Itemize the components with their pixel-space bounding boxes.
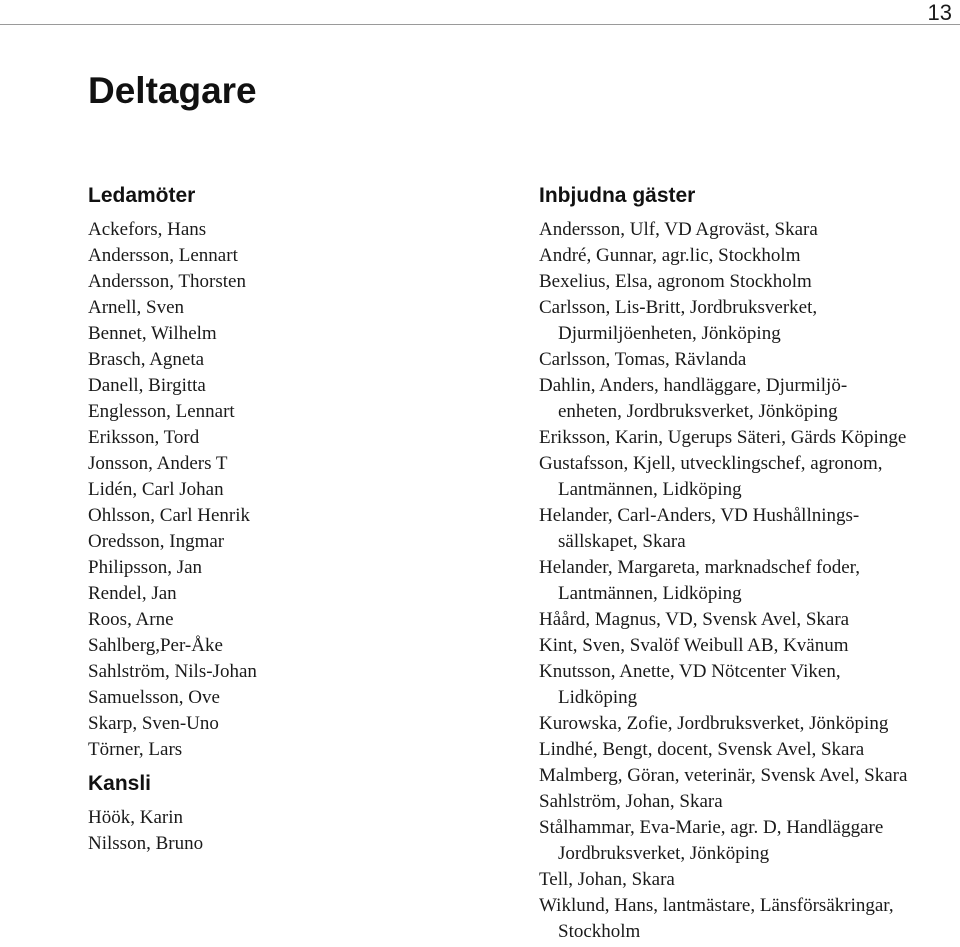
guest-line: Kurowska, Zofie, Jordbruksverket, Jönköping	[539, 713, 889, 734]
list-item: Arnell, Sven	[88, 297, 185, 318]
guest-entry	[539, 789, 959, 815]
list-item: Brasch, Agneta	[88, 349, 205, 370]
guest-entry	[539, 503, 959, 555]
guest-line: Eriksson, Karin, Ugerups Säteri, Gärds Köpinge	[539, 427, 907, 448]
list-item: Oredsson, Ingmar	[88, 531, 225, 552]
guest-line: Håård, Magnus, VD, Svensk Avel, Skara	[539, 609, 850, 630]
guest-line-continued: Lantmännen, Lidköping	[558, 479, 742, 500]
guest-line: Lindhé, Bengt, docent, Svensk Avel, Skara	[539, 739, 865, 760]
guest-line-continued: Jordbruksverket, Jönköping	[558, 843, 770, 864]
guest-line: André, Gunnar, agr.lic, Stockholm	[539, 245, 801, 266]
guest-entry	[539, 633, 959, 659]
guest-line: Kint, Sven, Svalöf Weibull AB, Kvänum	[539, 635, 849, 656]
list-item: Sahlberg,Per-Åke	[88, 635, 223, 656]
right-column	[539, 183, 959, 945]
guest-line: Dahlin, Anders, handläggare, Djurmiljö-	[539, 375, 848, 396]
guest-entry	[539, 893, 959, 945]
list-item: Englesson, Lennart	[88, 401, 235, 422]
guest-line-continued: Lidköping	[558, 687, 638, 708]
kansli-heading: Kansli	[88, 772, 152, 795]
kansli-list	[88, 805, 498, 857]
guest-line: Wiklund, Hans, lantmästare, Länsförsäkringar,	[539, 895, 894, 916]
guest-entry	[539, 347, 959, 373]
guest-line: Helander, Carl-Anders, VD Hushållnings-	[539, 505, 860, 526]
guest-line: Gustafsson, Kjell, utvecklingschef, agronom,	[539, 453, 883, 474]
guest-entry	[539, 607, 959, 633]
list-item: Bennet, Wilhelm	[88, 323, 217, 344]
list-item: Skarp, Sven-Uno	[88, 713, 219, 734]
list-item: Nilsson, Bruno	[88, 833, 204, 854]
guest-line-continued: enheten, Jordbruksverket, Jönköping	[558, 401, 838, 422]
gaster-list	[539, 217, 959, 945]
page-title: Deltagare	[88, 70, 257, 111]
guest-line: Carlsson, Lis-Britt, Jordbruksverket,	[539, 297, 818, 318]
list-item: Andersson, Lennart	[88, 245, 238, 266]
list-item: Eriksson, Tord	[88, 427, 200, 448]
guest-line: Andersson, Ulf, VD Agroväst, Skara	[539, 219, 818, 240]
list-item: Philipsson, Jan	[88, 557, 203, 578]
guest-line: Sahlström, Johan, Skara	[539, 791, 723, 812]
list-item: Lidén, Carl Johan	[88, 479, 224, 500]
guest-entry	[539, 373, 959, 425]
ledamoter-heading: Ledamöter	[88, 184, 196, 207]
guest-line: Knutsson, Anette, VD Nötcenter Viken,	[539, 661, 841, 682]
guest-entry	[539, 711, 959, 737]
list-item: Törner, Lars	[88, 739, 183, 760]
guest-line: Stålhammar, Eva-Marie, agr. D, Handläggare	[539, 817, 884, 838]
guest-line-continued: sällskapet, Skara	[558, 531, 686, 552]
guest-line: Bexelius, Elsa, agronom Stockholm	[539, 271, 812, 292]
guest-entry	[539, 867, 959, 893]
gaster-heading: Inbjudna gäster	[539, 184, 696, 207]
guest-entry	[539, 269, 959, 295]
list-item: Roos, Arne	[88, 609, 174, 630]
page-number: 13	[927, 0, 952, 25]
list-item: Sahlström, Nils-Johan	[88, 661, 257, 682]
header-rule	[0, 24, 960, 25]
left-column	[88, 183, 498, 857]
guest-line-continued: Stockholm	[558, 921, 641, 942]
list-item: Samuelsson, Ove	[88, 687, 220, 708]
guest-entry	[539, 295, 959, 347]
guest-entry	[539, 217, 959, 243]
guest-line: Tell, Johan, Skara	[539, 869, 675, 890]
guest-entry	[539, 815, 959, 867]
list-item: Ohlsson, Carl Henrik	[88, 505, 251, 526]
guest-entry	[539, 763, 959, 789]
guest-line-continued: Djurmiljöenheten, Jönköping	[558, 323, 781, 344]
guest-entry	[539, 243, 959, 269]
guest-entry	[539, 737, 959, 763]
ledamoter-list	[88, 217, 498, 763]
guest-line: Helander, Margareta, marknadschef foder,	[539, 557, 860, 578]
list-item: Jonsson, Anders T	[88, 453, 228, 474]
guest-line: Carlsson, Tomas, Rävlanda	[539, 349, 747, 370]
list-item: Ackefors, Hans	[88, 219, 207, 240]
guest-entry	[539, 451, 959, 503]
list-item: Rendel, Jan	[88, 583, 177, 604]
guest-line-continued: Lantmännen, Lidköping	[558, 583, 742, 604]
list-item: Höök, Karin	[88, 807, 183, 828]
guest-entry	[539, 555, 959, 607]
guest-entry	[539, 425, 959, 451]
list-item: Danell, Birgitta	[88, 375, 206, 396]
list-item: Andersson, Thorsten	[88, 271, 246, 292]
guest-entry	[539, 659, 959, 711]
guest-line: Malmberg, Göran, veterinär, Svensk Avel, Skara	[539, 765, 908, 786]
